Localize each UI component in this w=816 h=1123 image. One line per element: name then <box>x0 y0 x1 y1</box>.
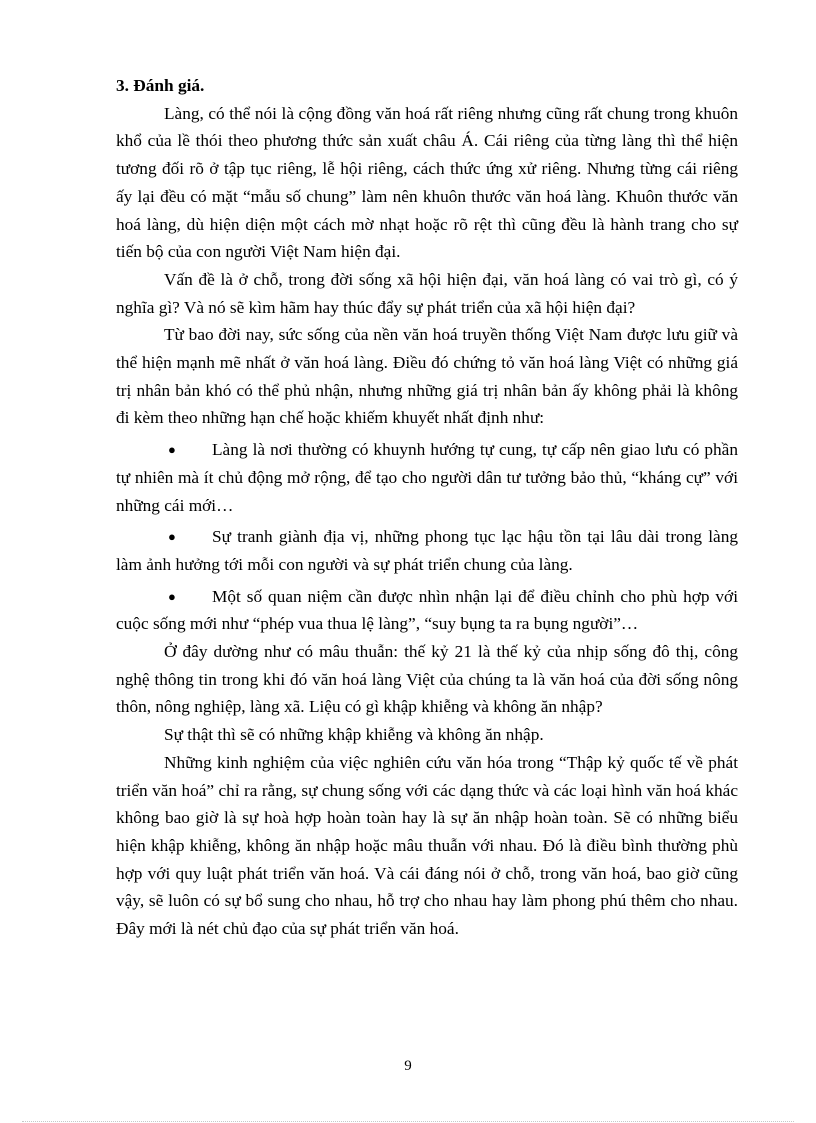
paragraph: Vấn đề là ở chỗ, trong đời sống xã hội hiện đại, văn hoá làng có vai trò gì, có ý nghĩa gì? Và nó sẽ kìm hãm hay thúc đẩy sự phát triển của xã hội hiện đại? <box>116 269 738 317</box>
bullet-icon: ● <box>168 529 176 545</box>
paragraph: Làng, có thể nói là cộng đồng văn hoá rất riêng nhưng cũng rất chung trong khuôn khổ của lề thói theo phương thức sản xuất châu Á. Cái riêng của từng làng thì thể hiện tương đối rõ ở tập tục riêng, lễ hội riêng, cách thức ứng xử riêng. Nhưng từng cái riêng ấy lại đều có mặt “mẫu số chung” làm nên khuôn thước văn hoá làng. Khuôn thước văn hoá làng, dù hiện diện một cách mờ nhạt hoặc rõ rệt thì cũng đều là hành trang cho sự tiến bộ của con người Việt Nam hiện đại. <box>116 103 738 262</box>
page-edge-divider <box>22 1121 794 1122</box>
bullet-item <box>116 583 738 638</box>
page-content <box>116 72 738 943</box>
bullet-text: Một số quan niệm cần được nhìn nhận lại để điều chỉnh cho phù hợp với cuộc sống mới như “phép vua thua lệ làng”, “suy bụng ta ra bụng người”… <box>116 586 738 634</box>
bullet-list <box>116 436 738 638</box>
bullet-item <box>116 523 738 578</box>
paragraph: Sự thật thì sẽ có những khập khiễng và không ăn nhập. <box>164 725 544 745</box>
bullet-icon: ● <box>168 442 176 458</box>
bullet-icon: ● <box>168 588 176 604</box>
bullet-item <box>116 436 738 519</box>
page-number: 9 <box>404 1058 412 1074</box>
bullet-text: Sự tranh giành địa vị, những phong tục lạc hậu tồn tại lâu dài trong làng làm ảnh hưởng tới mỗi con người và sự phát triển chung của làng. <box>116 527 738 574</box>
bullet-text: Làng là nơi thường có khuynh hướng tự cung, tự cấp nên giao lưu có phần tự nhiên mà ít chủ động mở rộng, để tạo cho người dân tư tưởng bảo thủ, “kháng cự” với những cái mới… <box>116 440 738 515</box>
paragraph: Những kinh nghiệm của việc nghiên cứu văn hóa trong “Thập kỷ quốc tế về phát triển văn hoá” chỉ ra rằng, sự chung sống với các dạng thức và các loại hình văn hoá khác không bao giờ là sự hoà hợp hoàn toàn hay là sự ăn nhập hoàn toàn. Sẽ có những biểu hiện khập khiễng, không ăn nhập hoặc mâu thuẫn với nhau. Đó là điều bình thường phù hợp với quy luật phát triển văn hoá. Và cái đáng nói ở chỗ, trong văn hoá, bao giờ cũng vậy, sẽ luôn có sự bổ sung cho nhau, hỗ trợ cho nhau hay làm phong phú thêm cho nhau. Đây mới là nét chủ đạo của sự phát triển văn hoá. <box>116 752 738 939</box>
paragraph: Từ bao đời nay, sức sống của nền văn hoá truyền thống Việt Nam được lưu giữ và thể hiện mạnh mẽ nhất ở văn hoá làng. Điều đó chứng tỏ văn hoá làng Việt có những giá trị nhân bản khó có thể phủ nhận, nhưng những giá trị nhân bản ấy không phải là không đi kèm theo những hạn chế hoặc khiếm khuyết nhất định như: <box>116 325 738 428</box>
paragraph: Ở đây dường như có mâu thuẫn: thế kỷ 21 là thế kỷ của nhịp sống đô thị, công nghệ thông tin trong khi đó văn hoá làng Việt của chúng ta là văn hoá của đời sống nông thôn, nông nghiệp, làng xã. Liệu có gì khập khiễng và không ăn nhập? <box>116 642 738 717</box>
section-heading: 3. Đánh giá. <box>116 76 205 95</box>
